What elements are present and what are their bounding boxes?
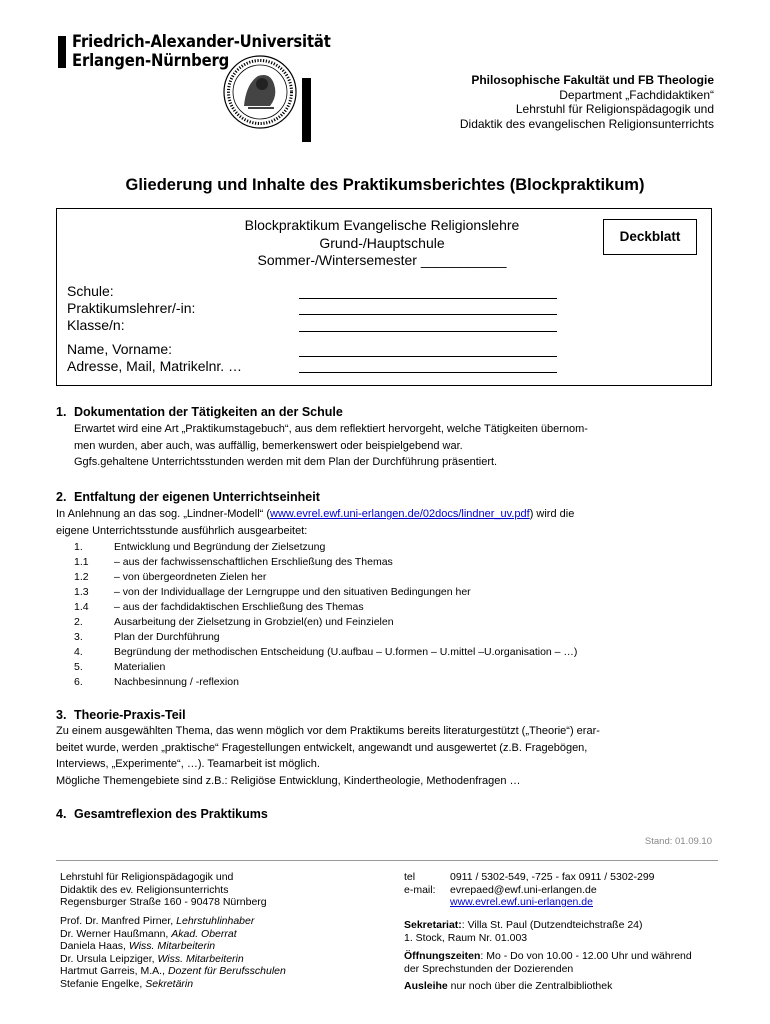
list-item-number: 1.3 [74, 586, 89, 598]
lend-label: Ausleihe [404, 980, 448, 992]
open-text: : Mo - Do von 10.00 - 12.00 Uhr und während [480, 950, 692, 962]
list-item [74, 570, 577, 585]
web-row [404, 896, 655, 909]
field-label-address: Adresse, Mail, Matrikelnr. … [67, 358, 243, 374]
text-line: Zu einem ausgewählten Thema, das wenn möglich vor dem Praktikums bereits literaturgestützt („Theorie“) erar- [56, 725, 600, 737]
list-item [74, 600, 577, 615]
mail-label: e-mail: [404, 883, 436, 896]
staff-role: Wiss. Mitarbeiterin [128, 940, 216, 952]
cover-line3: Sommer-/Wintersemester ___________ [257, 252, 507, 268]
footer-divider [56, 860, 718, 861]
field-label-name: Name, Vorname: [67, 341, 173, 357]
footer-contact [404, 871, 655, 909]
field-label-class: Klasse/n: [67, 317, 125, 333]
list-item-number: 6. [74, 676, 83, 688]
staff-name: Hartmut Garreis, M.A., [60, 965, 166, 977]
deckblatt-badge: Deckblatt [603, 219, 697, 255]
mail-value: evrepaed@ewf.uni-erlangen.de [450, 883, 597, 896]
section-2-text [56, 506, 574, 539]
staff-name: Daniela Haas, [60, 940, 126, 952]
list-item-number: 1. [74, 541, 83, 553]
list-item [74, 660, 577, 675]
address-line: Regensburger Straße 160 - 90478 Nürnberg [60, 896, 267, 908]
lindner-structure-list [74, 540, 577, 690]
section-1-text [74, 421, 588, 471]
cover-line2: Grund-/Hauptschule [319, 234, 445, 251]
list-item [74, 675, 577, 690]
footer-opening-hours [404, 950, 692, 975]
staff-row [60, 915, 286, 928]
mail-row [404, 884, 655, 897]
address-line: Lehrstuhl für Religionspädagogik und [60, 871, 234, 883]
field-label-school: Schule: [67, 283, 114, 299]
section-title: Theorie-Praxis-Teil [74, 708, 186, 722]
staff-role: Dozent für Berufsschulen [167, 965, 286, 977]
list-item-text: Begründung der methodischen Entscheidung (U.aufbau – U.formen – U.mittel –U.organisation – …) [114, 646, 578, 658]
open-label: Öffnungszeiten [404, 950, 481, 962]
logo-bar [58, 36, 66, 68]
sek-room: 1. Stock, Raum Nr. 01.003 [404, 931, 528, 944]
text-line: men wurden, aber auch, was auffällig, bemerkenswert oder beispielgebend war. [74, 439, 463, 452]
list-item-text: Plan der Durchführung [114, 631, 220, 643]
list-item [74, 540, 577, 555]
list-item-number: 1.4 [74, 601, 89, 613]
section-4-heading [56, 807, 268, 821]
list-item [74, 630, 577, 645]
section-3-text [56, 723, 600, 789]
field-line-class [299, 331, 557, 332]
faculty-name: Philosophische Fakultät und FB Theologie [471, 73, 714, 87]
staff-row [60, 940, 286, 953]
footer-secretariat [404, 919, 643, 944]
staff-role: Akad. Oberrat [171, 927, 237, 940]
list-item [74, 555, 577, 570]
list-item-number: 4. [74, 646, 83, 658]
list-item-number: 1.1 [74, 556, 89, 568]
text-fragment: ) wird die [529, 508, 575, 520]
sek-row [404, 919, 643, 932]
list-item-number: 5. [74, 661, 83, 673]
text-line: beitet wurde, werden „praktische“ Fragestellungen entwickelt, angewandt und ausgewertet (z.B. Fragebögen, [56, 741, 588, 754]
list-item-number: 2. [74, 616, 83, 628]
list-item-text: – von übergeordneten Zielen her [114, 571, 267, 583]
lindner-model-link[interactable]: www.evrel.ewf.uni-erlangen.de/02docs/lindner_uv.pdf [270, 508, 530, 520]
tel-value: 0911 / 5302-549, -725 - fax 0911 / 5302-299 [450, 871, 655, 883]
footer-staff-list [60, 915, 286, 990]
tel-row [404, 871, 655, 884]
list-item-number: 3. [74, 631, 83, 643]
website-link[interactable]: www.evrel.ewf.uni-erlangen.de [450, 896, 593, 908]
list-item [74, 615, 577, 630]
list-item-text: Ausarbeitung der Zielsetzung in Grobziel(en) und Feinzielen [114, 616, 394, 628]
text-fragment: In Anlehnung an das sog. „Lindner-Modell“ ( [56, 508, 271, 520]
footer-address [60, 871, 267, 909]
text-line: Interviews, „Experimente“, …). Teamarbeit ist möglich. [56, 758, 320, 770]
staff-role: Wiss. Mitarbeiterin [157, 952, 244, 965]
section-1-heading [56, 405, 343, 419]
section-number: 3. [56, 708, 67, 722]
text-line: eigene Unterrichtsstunde ausführlich ausgearbeitet: [56, 524, 308, 537]
header-divider-bar [302, 78, 311, 142]
list-item-text: – aus der fachwissenschaftlichen Erschließung des Themas [114, 556, 393, 568]
sek-text: : Villa St. Paul (Dutzendteichstraße 24) [461, 919, 643, 931]
list-item-number: 1.2 [74, 571, 89, 583]
staff-row [60, 928, 286, 941]
department-name: Department „Fachdidaktiken“ [559, 87, 714, 102]
list-item-text: – von der Individuallage der Lerngruppe und den situativen Bedingungen her [114, 586, 471, 598]
list-item-text: – aus der fachdidaktischen Erschließung des Themas [114, 601, 364, 613]
text-line: Ggfs.gehaltene Unterrichtsstunden werden mit dem Plan der Durchführung präsentiert. [74, 456, 498, 468]
sek-label: Sekretariat: [404, 919, 462, 931]
open-row [404, 950, 692, 963]
staff-row [60, 953, 286, 966]
chair-line1: Lehrstuhl für Religionspädagogik und [515, 102, 714, 116]
cover-sheet-box [56, 208, 712, 386]
staff-role: Lehrstuhlinhaber [176, 915, 255, 927]
list-item-text: Entwicklung und Begründung der Zielsetzung [114, 541, 326, 553]
section-number: 1. [56, 405, 67, 419]
list-item [74, 585, 577, 600]
staff-role: Sekretärin [145, 977, 194, 990]
version-date: Stand: 01.09.10 [644, 836, 712, 847]
lend-text: nur noch über die Zentralbibliothek [447, 980, 613, 992]
text-line [56, 506, 574, 523]
field-line-school [299, 298, 557, 299]
chair-line2: Didaktik des evangelischen Religionsunterrichts [459, 116, 714, 131]
list-item-text: Materialien [114, 661, 166, 673]
university-name-line1: Friedrich-Alexander-Universität [72, 32, 331, 51]
section-title: Dokumentation der Tätigkeiten an der Schule [74, 405, 343, 419]
tel-label: tel [404, 871, 416, 883]
staff-name: Prof. Dr. Manfred Pirner, [60, 915, 174, 927]
field-line-name [299, 356, 557, 357]
section-title: Gesamtreflexion des Praktikums [74, 807, 268, 821]
text-line: Mögliche Themengebiete sind z.B.: Religiöse Entwicklung, Kindertheologie, Methodenfragen … [56, 774, 521, 787]
department-block [460, 73, 714, 131]
staff-row [60, 965, 286, 978]
staff-name: Dr. Ursula Leipziger, [60, 952, 155, 965]
section-2-heading [56, 490, 320, 504]
staff-row [60, 978, 286, 991]
cover-line1: Blockpraktikum Evangelische Religionslehre [244, 217, 520, 233]
list-item-text: Nachbesinnung / -reflexion [114, 676, 239, 688]
text-line: Erwartet wird eine Art „Praktikumstagebuch“, aus dem reflektiert hervorgeht, welche Tätigkeiten übernom- [74, 423, 588, 435]
university-seal-icon [222, 54, 298, 130]
field-line-address [299, 372, 557, 373]
section-title: Entfaltung der eigenen Unterrichtseinheit [74, 490, 320, 504]
page-title: Gliederung und Inhalte des Praktikumsberichtes (Blockpraktikum) [125, 176, 645, 194]
open-text2: der Sprechstunden der Dozierenden [404, 962, 574, 975]
address-line: Didaktik des ev. Religionsunterrichts [60, 883, 229, 896]
field-line-teacher [299, 314, 557, 315]
list-item [74, 645, 577, 660]
staff-name: Stefanie Engelke, [60, 977, 143, 990]
university-name-line2: Erlangen-Nürnberg [72, 51, 230, 70]
section-3-heading [56, 708, 186, 722]
field-label-teacher: Praktikumslehrer/-in: [67, 300, 196, 316]
staff-name: Dr. Werner Haußmann, [60, 927, 169, 940]
footer-lending [404, 980, 612, 993]
section-number: 2. [56, 490, 67, 504]
section-number: 4. [56, 807, 67, 821]
